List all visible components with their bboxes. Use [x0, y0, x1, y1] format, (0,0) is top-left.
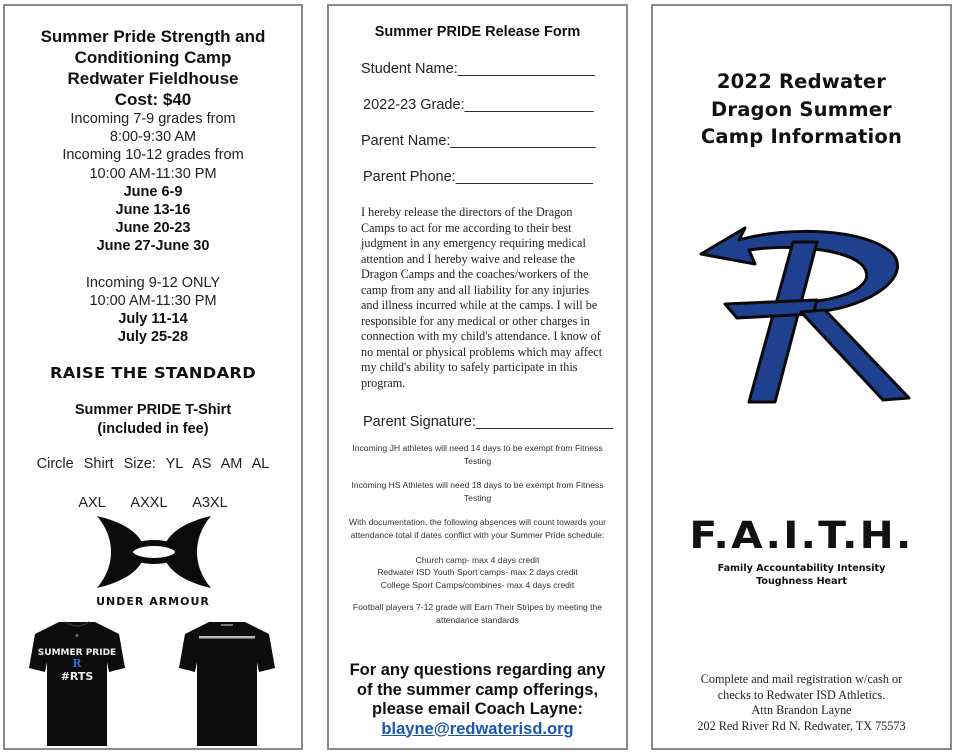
field-label: Parent Signature: — [363, 414, 476, 430]
release-form-title: Summer PRIDE Release Form — [374, 24, 581, 40]
attendance-notes — [343, 442, 612, 639]
tshirt-back-image — [179, 618, 275, 753]
contact-block — [329, 661, 626, 739]
july-date: July 11-14 — [118, 311, 188, 328]
field-blank[interactable]: __________________ — [450, 133, 596, 149]
schedule-block — [5, 110, 301, 346]
june-date: June 13-16 — [115, 202, 191, 219]
contact-line: For any questions regarding any — [349, 661, 606, 679]
july-grades: Incoming 9-12 ONLY — [85, 274, 221, 291]
july-time: 10:00 AM-11:30 PM — [89, 292, 217, 309]
note-hs: Incoming HS Athletes will need 18 days to be exempt from Fitness Testing — [351, 480, 604, 503]
field-label: Parent Name: — [361, 133, 451, 149]
cover-title-line: Camp Information — [700, 125, 903, 148]
parent-signature-field[interactable] — [363, 414, 613, 430]
redwater-r-logo-icon — [697, 214, 912, 409]
credit-item: Church camp- max 4 days credit — [415, 554, 540, 565]
june-date: June 20-23 — [115, 220, 191, 237]
contact-line: please email Coach Layne: — [372, 700, 583, 718]
faith-expansion — [653, 563, 950, 588]
grade-field[interactable] — [363, 97, 594, 113]
mail-line: Complete and mail registration w/cash or — [700, 672, 903, 686]
panel-camp-schedule — [3, 4, 303, 750]
panel-release-form — [327, 4, 628, 750]
svg-text:R: R — [72, 657, 82, 670]
mailing-instructions — [653, 672, 950, 734]
credit-list — [343, 554, 612, 592]
under-armour-wordmark: UNDER ARMOUR — [96, 595, 210, 608]
slogan: RAISE THE STANDARD — [49, 364, 257, 382]
june-date: June 6-9 — [123, 183, 183, 200]
contact-email-link[interactable]: blayne@redwaterisd.org — [381, 719, 574, 738]
faith-expansion-line: Family Accountability Intensity — [717, 563, 886, 574]
hs-grades: Incoming 10-12 grades from — [62, 147, 244, 164]
title-line: Conditioning Camp — [74, 48, 232, 67]
tshirt-front-image — [29, 618, 125, 753]
field-blank[interactable]: _________________ — [475, 414, 613, 430]
svg-text:⨯: ⨯ — [74, 633, 80, 639]
mail-line: Attn Brandon Layne — [751, 703, 852, 717]
title-line: Summer Pride Strength and — [40, 27, 266, 46]
cost-line: Cost: $40 — [114, 90, 192, 109]
mail-line: checks to Redwater ISD Athletics. — [717, 687, 886, 702]
parent-phone-field[interactable] — [363, 169, 593, 185]
student-name-field[interactable] — [361, 61, 595, 77]
cover-title — [653, 68, 950, 151]
field-label: Parent Phone: — [363, 169, 456, 185]
tshirt-label-line: (included in fee) — [97, 421, 209, 437]
shirt-size-options: YL AS AM AL — [165, 456, 270, 472]
shirt-sizes-row2: AXL AXXL A3XL — [78, 495, 228, 511]
field-blank[interactable]: _________________ — [455, 169, 593, 185]
field-label: 2022-23 Grade: — [363, 97, 465, 113]
field-blank[interactable]: ________________ — [464, 97, 594, 113]
hs-time: 10:00 AM-11:30 PM — [89, 165, 217, 182]
note-stripes: Football players 7-12 grade will Earn Their Stripes by meeting the attendance standards — [352, 602, 603, 625]
faith-expansion-line: Toughness Heart — [756, 575, 847, 587]
jh-time: 8:00-9:30 AM — [109, 129, 197, 146]
shirt-sizes-row1 — [5, 456, 301, 472]
field-blank[interactable]: _________________ — [457, 61, 595, 77]
contact-line: of the summer camp offerings, — [356, 680, 599, 699]
june-date: June 27-June 30 — [96, 238, 210, 255]
shirt-front-summer-pride: SUMMER PRIDE — [37, 648, 117, 658]
under-armour-logo-icon — [93, 514, 215, 595]
title-line: Redwater Fieldhouse — [67, 69, 239, 88]
jh-grades: Incoming 7-9 grades from — [70, 111, 236, 127]
july-date: July 25-28 — [117, 329, 189, 346]
credit-item: Redwater ISD Youth Sport camps- max 2 days credit — [377, 567, 578, 578]
cover-title-line: Dragon Summer — [711, 97, 892, 121]
faith-acronym: F.A.I.T.H. — [689, 514, 914, 557]
tshirt-label-line: Summer PRIDE T-Shirt — [74, 402, 232, 418]
panel-cover — [651, 4, 952, 750]
field-label: Student Name: — [361, 61, 458, 77]
mail-address: 202 Red River Rd N. Redwater, TX 75573 — [697, 718, 906, 733]
tshirt-label — [5, 401, 301, 439]
note-documentation: With documentation, the following absences will count towards your attendance total if dates conflict with your Summer Pride schedule: — [349, 517, 606, 540]
parent-name-field[interactable] — [361, 133, 596, 149]
svg-text:#RTS: #RTS — [60, 670, 94, 683]
camp-title — [5, 26, 301, 110]
cover-title-line: 2022 Redwater — [716, 70, 887, 93]
credit-item: College Sport Camps/combines- max 4 days credit — [380, 579, 575, 590]
release-statement: I hereby release the directors of the Dragon Camps to act for me according to their best judgment in any emergency requiring medical attention and I hereby waive and release the Dragon Camps and the coaches/workers of the camp from any and all liability for any injuries and illness incurred while at the camps. I will be responsible for any medical or other charges in connection with my child's attendance. I know of no mental or physical problems which may affect my child's ability to safely participate in this program. — [361, 205, 603, 390]
shirt-size-prompt: Circle Shirt Size: — [36, 456, 156, 472]
note-jh: Incoming JH athletes will need 14 days to be exempt from Fitness Testing — [352, 443, 603, 466]
